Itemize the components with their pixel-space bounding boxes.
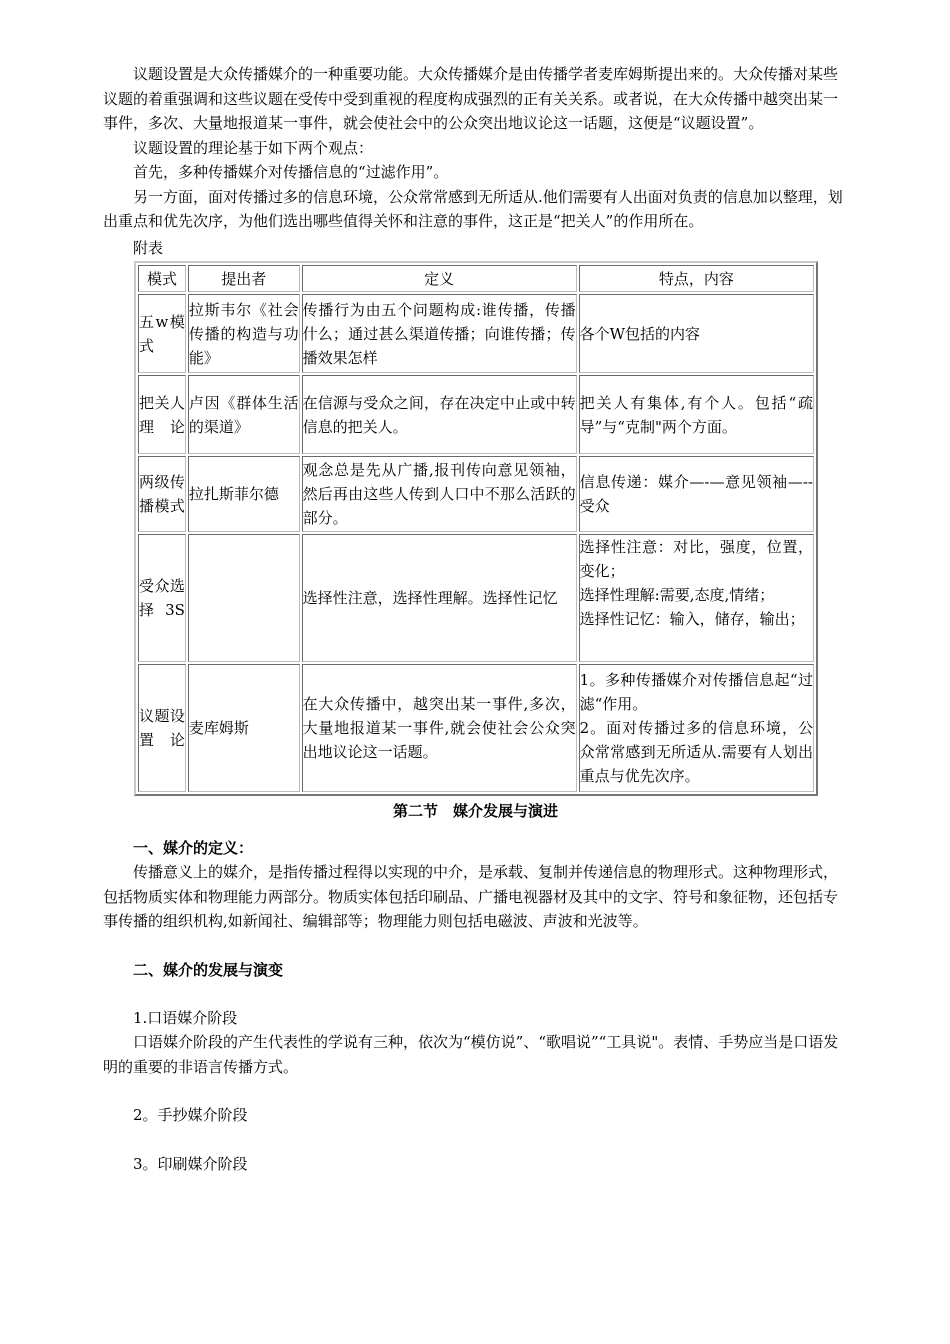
header-cell-proposer: 提出者	[188, 265, 300, 292]
table-cell-proposer	[188, 534, 300, 662]
table-row	[138, 375, 814, 454]
table-cell-mode: 议题设置论	[138, 664, 186, 792]
table-cell-definition: 观念总是先从广播,报刊传向意见领袖，然后再由这些人传到人口中不那么活跃的部分。	[302, 456, 577, 532]
table-caption: 附表	[133, 238, 164, 257]
subheading-oral-media: 1.口语媒介阶段	[133, 1008, 238, 1027]
table-cell-definition: 传播行为由五个问题构成:谁传播，传播什么；通过甚么渠道传播；向谁传播；传播效果怎样	[302, 294, 577, 373]
media-definition-paragraph: 传播意义上的媒介，是指传播过程得以实现的中介，是承载、复制并传递信息的物理形式。这种物理形式，包括物质实体和物理能力两部分。物质实体包括印刷品、广播电视器材及其中的文字、符号和象征物，还包括专事传播的组织机构,如新闻社、编辑部等；物理能力则包括电磁波、声波和光波等。	[103, 863, 839, 930]
table-cell-mode: 五w模式	[138, 294, 186, 373]
table-cell-mode: 受众选择3S	[138, 534, 186, 662]
heading-media-development: 二、媒介的发展与演变	[133, 960, 284, 979]
header-cell-definition: 定义	[302, 265, 577, 292]
intro-paragraph-4: 另一方面，面对传播过多的信息环境，公众常常感到无所适从.他们需要有人出面对负责的信息加以整理，划出重点和优先次序，为他们选出哪些值得关怀和注意的事件，这正是“把关人”的作用所在。	[103, 187, 843, 230]
table-cell-mode: 两级传播模式	[138, 456, 186, 532]
table-cell-definition: 在大众传播中，越突出某一事件,多次，大量地报道某一事件,就会使社会公众突出地议论这一话题。	[302, 664, 577, 792]
table-row	[138, 664, 814, 792]
spacer	[103, 822, 848, 836]
section-title: 第二节 媒介发展与演进	[392, 802, 558, 820]
document-page	[103, 62, 848, 1176]
table-cell-mode: 把关人理论	[138, 375, 186, 454]
table-cell-proposer: 卢因《群体生活的渠道》	[188, 375, 300, 454]
table-cell-features: 各个W包括的内容	[579, 294, 814, 373]
table-cell-features: 信息传递：媒介—-—意见领袖—--受众	[579, 456, 814, 532]
table-cell-proposer: 拉斯韦尔《社会传播的构造与功能》	[188, 294, 300, 373]
spacer	[103, 1079, 848, 1103]
table-row	[138, 456, 814, 532]
table-row	[138, 294, 814, 373]
table-cell-proposer: 拉扎斯菲尔德	[188, 456, 300, 532]
header-cell-features: 特点，内容	[579, 265, 814, 292]
intro-paragraph-3: 首先，多种传播媒介对传播信息的“过滤作用”。	[133, 163, 449, 181]
table-cell-definition: 在信源与受众之间，存在决定中止或中转信息的把关人。	[302, 375, 577, 454]
oral-media-paragraph: 口语媒介阶段的产生代表性的学说有三种，依次为“模仿说”、“歌唱说”“工具说"。表情、手势应当是口语发明的重要的非语言传播方式。	[103, 1033, 839, 1076]
spacer	[103, 982, 848, 1006]
spacer	[103, 1128, 848, 1152]
table-cell-features: 把关人有集体,有个人。包括“疏导”与“克制"两个方面。	[579, 375, 814, 454]
spacer	[103, 934, 848, 958]
header-cell-mode: 模式	[138, 265, 186, 292]
intro-paragraph-1: 议题设置是大众传播媒介的一种重要功能。大众传播媒介是由传播学者麦库姆斯提出来的。大众传播对某些议题的着重强调和这些议题在受传中受到重视的程度构成强烈的正有关关系。或者说，在大众传播中越突出某一事件，多次、大量地报道某一事件，就会使社会中的公众突出地议论这一话题，这便是“议题设置”。	[103, 65, 839, 132]
intro-paragraph-2: 议题设置的理论基于如下两个观点：	[133, 138, 374, 157]
subheading-print-media: 3。印刷媒介阶段	[133, 1154, 248, 1173]
model-table	[134, 261, 818, 796]
table-cell-features: 1。多种传播媒介对传播信息起“过滤“作用。 2。面对传播过多的信息环境，公众常常感到无所适从.需要有人划出重点与优先次序。	[579, 664, 814, 792]
table-cell-proposer: 麦库姆斯	[188, 664, 300, 792]
table-cell-definition: 选择性注意，选择性理解。选择性记忆	[302, 534, 577, 662]
table-row	[138, 534, 814, 662]
subheading-manuscript-media: 2。手抄媒介阶段	[133, 1106, 248, 1124]
table-header-row	[138, 265, 814, 292]
table-cell-features: 选择性注意：对比，强度，位置，变化； 选择性理解:需要,态度,情绪； 选择性记忆：输入，储存，输出；	[579, 534, 814, 662]
heading-media-definition: 一、媒介的定义：	[133, 839, 254, 857]
